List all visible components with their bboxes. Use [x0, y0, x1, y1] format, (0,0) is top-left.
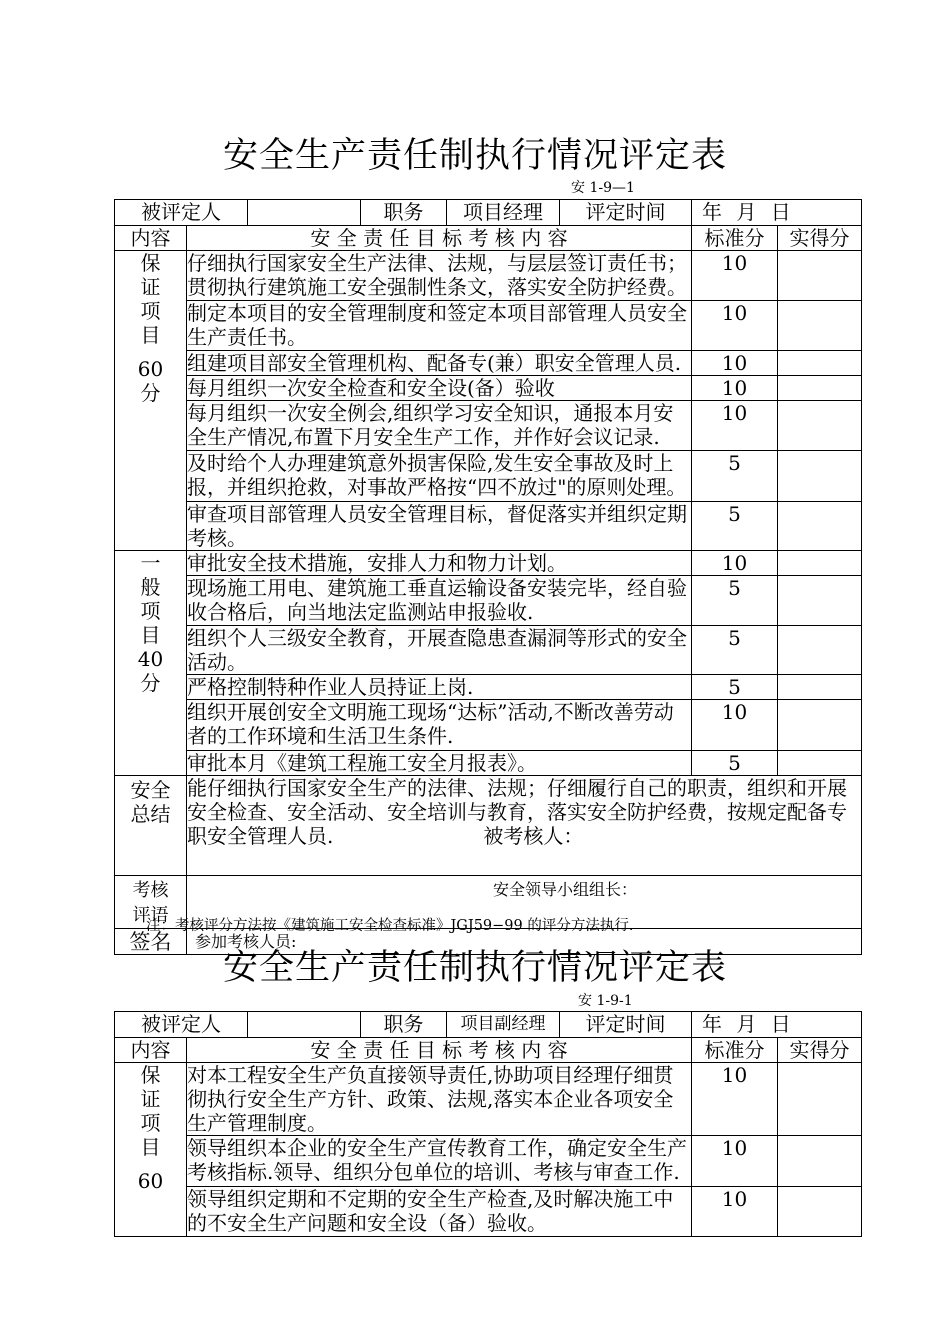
- general-item: 组织开展创安全文明施工现场“达标”活动,不断改善劳动者的工作环境和生活卫生条件.: [187, 700, 692, 751]
- actual-score-cell[interactable]: [778, 451, 862, 502]
- guarantee-item: 领导组织本企业的安全生产宣传教育工作，确定安全生产考核指标.领导、组织分包单位的培训、考核与审查工作.: [187, 1136, 692, 1187]
- general-item: 组织个人三级安全教育，开展查隐患查漏洞等形式的安全活动。: [187, 626, 692, 675]
- standard-score: 10: [692, 351, 778, 376]
- actual-score-header: 实得分: [778, 226, 862, 251]
- actual-score-cell[interactable]: [778, 376, 862, 401]
- review-signature-label: 安全领导小组组长：: [493, 880, 638, 899]
- position-value: 项目副经理: [447, 1012, 560, 1038]
- guarantee-item: 及时给个人办理建筑意外损害保险,发生安全事故及时上报，并组织抢救，对事故严格按“四不放过"的原则处理。: [187, 451, 692, 502]
- actual-score-cell[interactable]: [778, 401, 862, 451]
- guarantee-item: 对本工程安全生产负直接领导责任,协助项目经理仔细贯彻执行安全生产方针、政策、法规,落实本企业各项安全生产管理制度。: [187, 1063, 692, 1136]
- actual-score-cell[interactable]: [778, 576, 862, 626]
- eval-date[interactable]: 年 月 日: [692, 1012, 862, 1038]
- standard-score: 5: [692, 675, 778, 700]
- standard-score-header: 标准分: [692, 226, 778, 251]
- standard-score: 5: [692, 751, 778, 776]
- general-item: 审批本月《建筑工程施工安全月报表》。: [187, 751, 692, 776]
- items-column-header: 安 全 责 任 目 标 考 核 内 容: [187, 1038, 692, 1063]
- signature-label: 签名: [115, 929, 187, 955]
- standard-score: 10: [692, 1187, 778, 1237]
- guarantee-item: 组建项目部安全管理机构、配备专(兼）职安全管理人员.: [187, 351, 692, 376]
- position-value: 项目经理: [447, 200, 560, 226]
- standard-score: 10: [692, 1063, 778, 1136]
- guarantee-item: 每月组织一次安全例会,组织学习安全知识，通报本月安全生产情况,布置下月安全生产工作，并作好会议记录.: [187, 401, 692, 451]
- standard-score: 10: [692, 401, 778, 451]
- standard-score: 10: [692, 376, 778, 401]
- general-section-label: 一 般 项 目 40 分: [115, 551, 187, 776]
- actual-score-cell[interactable]: [778, 751, 862, 776]
- actual-score-cell[interactable]: [778, 301, 862, 351]
- standard-score: 5: [692, 502, 778, 551]
- actual-score-cell[interactable]: [778, 551, 862, 576]
- standard-score: 5: [692, 626, 778, 675]
- guarantee-item: 仔细执行国家安全生产法律、法规，与层层签订责任书；贯彻执行建筑施工安全强制性条文，落实安全防护经费。: [187, 251, 692, 301]
- standard-score: 10: [692, 700, 778, 751]
- position-label: 职务: [361, 1012, 447, 1038]
- actual-score-cell[interactable]: [778, 1136, 862, 1187]
- actual-score-cell[interactable]: [778, 351, 862, 376]
- guarantee-item: 审查项目部管理人员安全管理目标，督促落实并组织定期考核。: [187, 502, 692, 551]
- standard-score: 10: [692, 301, 778, 351]
- actual-score-cell[interactable]: [778, 502, 862, 551]
- guarantee-item: 领导组织定期和不定期的安全生产检查,及时解决施工中的不安全生产问题和安全设（备）验收。: [187, 1187, 692, 1237]
- guarantee-item: 制定本项目的安全管理制度和签定本项目部管理人员安全生产责任书。: [187, 301, 692, 351]
- form1-note: 注：考核评分方法按《建筑施工安全检查标准》JGJ59−99 的评分方法执行.: [146, 918, 634, 934]
- evaluatee-label: 被评定人: [115, 1012, 248, 1038]
- position-label: 职务: [361, 200, 447, 226]
- standard-score: 10: [692, 1136, 778, 1187]
- eval-time-label: 评定时间: [560, 1012, 692, 1038]
- standard-score-header: 标准分: [692, 1038, 778, 1063]
- general-item: 严格控制特种作业人员持证上岗.: [187, 675, 692, 700]
- form1-title: 安全生产责任制执行情况评定表: [222, 136, 727, 176]
- signature-participants-label: 参加考核人员:: [195, 931, 297, 951]
- form2-code: 安 1-9-1: [578, 993, 633, 1009]
- actual-score-cell[interactable]: [778, 675, 862, 700]
- summary-signature-label: 被考核人：: [483, 824, 584, 848]
- standard-score: 5: [692, 451, 778, 502]
- standard-score: 10: [692, 551, 778, 576]
- general-item: 审批安全技术措施，安排人力和物力计划。: [187, 551, 692, 576]
- evaluatee-label: 被评定人: [115, 200, 248, 226]
- evaluatee-value[interactable]: [248, 200, 361, 226]
- form2-title: 安全生产责任制执行情况评定表: [222, 948, 727, 988]
- review-label: 考核 评语: [115, 876, 187, 929]
- form2-table: [114, 1011, 862, 1237]
- form1-code: 安 1-9—1: [571, 180, 635, 196]
- summary-label: 安全 总结: [115, 776, 187, 876]
- items-column-header: 安 全 责 任 目 标 考 核 内 容: [187, 226, 692, 251]
- actual-score-header: 实得分: [778, 1038, 862, 1063]
- summary-text: 能仔细执行国家安全生产的法律、法规；仔细履行自己的职责，组织和开展安全检查、安全活动、安全培训与教育，落实安全防护经费，按规定配备专职安全管理人员.: [187, 776, 847, 848]
- actual-score-cell[interactable]: [778, 1187, 862, 1237]
- guarantee-item: 每月组织一次安全检查和安全设(备）验收: [187, 376, 692, 401]
- form1-table: [114, 199, 862, 955]
- content-column-header: 内容: [115, 226, 187, 251]
- eval-time-label: 评定时间: [560, 200, 692, 226]
- guarantee-section-label: 保 证 项 目 60 分: [115, 251, 187, 551]
- eval-date[interactable]: 年 月 日: [692, 200, 862, 226]
- actual-score-cell[interactable]: [778, 1063, 862, 1136]
- content-column-header: 内容: [115, 1038, 187, 1063]
- standard-score: 5: [692, 576, 778, 626]
- actual-score-cell[interactable]: [778, 626, 862, 675]
- standard-score: 10: [692, 251, 778, 301]
- actual-score-cell[interactable]: [778, 251, 862, 301]
- general-item: 现场施工用电、建筑施工垂直运输设备安装完毕，经自验收合格后，向当地法定监测站申报验收.: [187, 576, 692, 626]
- guarantee-section-label: 保 证 项 目 60: [115, 1063, 187, 1237]
- actual-score-cell[interactable]: [778, 700, 862, 751]
- summary-content: [187, 776, 862, 876]
- evaluatee-value[interactable]: [248, 1012, 361, 1038]
